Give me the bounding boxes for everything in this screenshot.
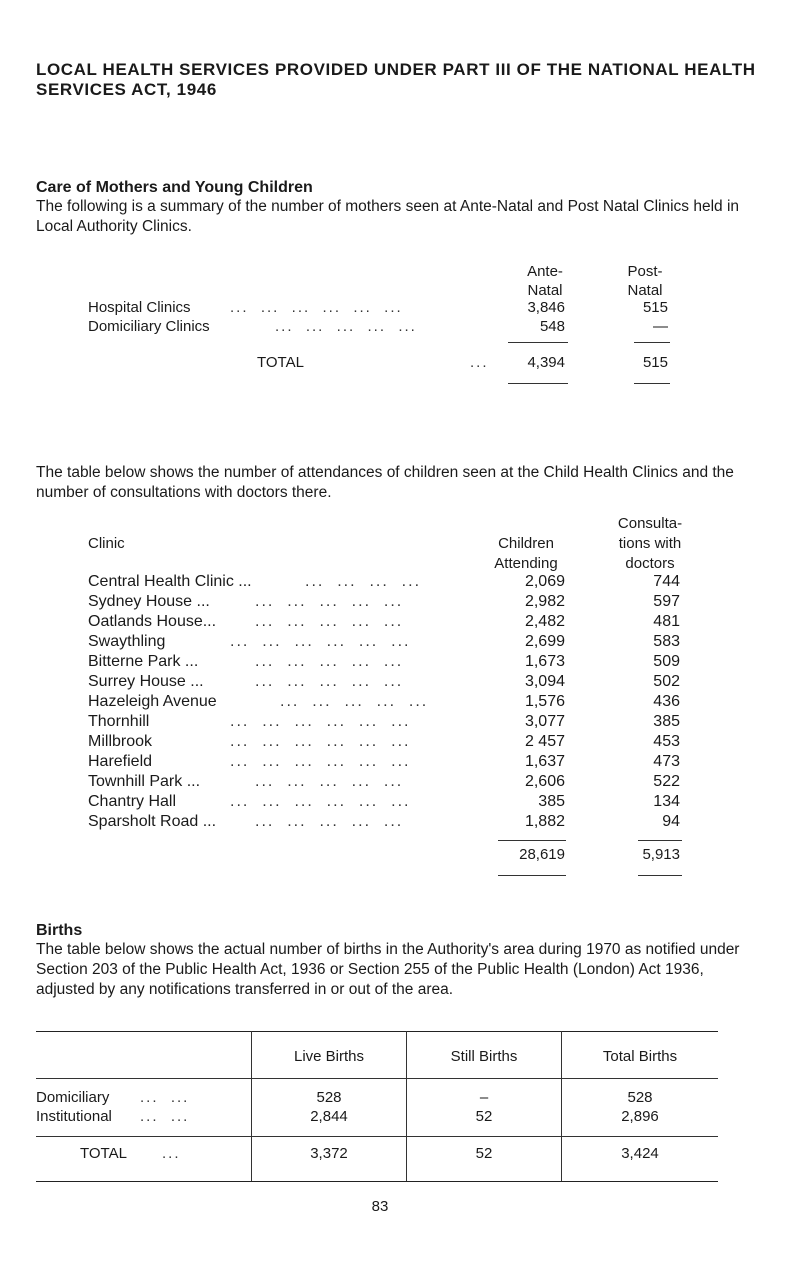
table-top-border	[36, 1031, 718, 1032]
births-row-still: –	[479, 1089, 489, 1106]
leader-dots: ... ... ... ... ...	[255, 673, 404, 690]
total-rule	[638, 875, 682, 876]
births-row-total: 528	[627, 1089, 653, 1106]
clinic-row	[0, 813, 800, 833]
births-row-total: 2,896	[621, 1108, 659, 1125]
clinic-children: 3,094	[524, 673, 565, 690]
header-rule	[36, 1078, 718, 1079]
clinics-total-consultations: 5,913	[642, 846, 680, 863]
leader-dots: ...	[162, 1145, 181, 1162]
col-clinic: Clinic	[88, 535, 125, 552]
clinic-name: Chantry Hall	[88, 793, 177, 810]
clinic-name: Central Health Clinic ...	[88, 573, 252, 590]
births-row-label: Domiciliary	[36, 1089, 110, 1106]
clinic-name: Bitterne Park ...	[88, 653, 199, 670]
sum-rule	[638, 840, 682, 841]
clinic-consultations: 522	[653, 773, 680, 790]
clinic-name: Swaythling	[88, 633, 166, 650]
col-live-births: Live Births	[293, 1048, 365, 1065]
leader-dots: ... ... ... ... ...	[275, 318, 417, 335]
mothers-total-ante: 4,394	[527, 354, 565, 371]
births-total-total: 3,424	[621, 1145, 659, 1162]
clinic-children: 385	[538, 793, 565, 810]
col-children-line2: Attending	[494, 555, 558, 572]
mothers-row-post: 515	[642, 299, 668, 316]
births-total-still: 52	[475, 1145, 493, 1162]
clinic-consultations: 481	[653, 613, 680, 630]
births-row-label: Institutional	[36, 1108, 112, 1125]
clinic-row	[0, 673, 800, 693]
clinic-name: Hazeleigh Avenue	[88, 693, 217, 710]
col-total-births: Total Births	[602, 1048, 678, 1065]
clinic-name: Townhill Park ...	[88, 773, 201, 790]
leader-dots: ... ... ... ... ...	[280, 693, 429, 710]
clinic-row	[0, 593, 800, 613]
clinic-name: Sparsholt Road ...	[88, 813, 217, 830]
leader-dots: ... ... ... ... ...	[255, 773, 404, 790]
clinic-children: 2,482	[524, 613, 565, 630]
clinic-row	[0, 733, 800, 753]
sum-rule	[508, 342, 568, 343]
births-row-live: 2,844	[310, 1108, 348, 1125]
leader-dots: ... ... ... ... ... ...	[230, 753, 411, 770]
mothers-heading: Care of Mothers and Young Children	[36, 179, 313, 196]
clinic-name: Millbrook	[88, 733, 153, 750]
clinic-row	[0, 653, 800, 673]
clinic-name: Oatlands House...	[88, 613, 217, 630]
leader-dots: ... ... ... ... ... ...	[230, 713, 411, 730]
mothers-total-post: 515	[642, 354, 668, 371]
clinic-consultations: 436	[653, 693, 680, 710]
leader-dots: ... ... ... ... ... ...	[230, 793, 411, 810]
total-row-rule	[36, 1136, 718, 1137]
mothers-intro: The following is a summary of the number of mothers seen at Ante-Natal and Post Natal Clinics held in Local Authority Clinics.	[36, 198, 740, 235]
page-number: 83	[371, 1198, 389, 1215]
clinic-children: 2,982	[524, 593, 565, 610]
mothers-total-label: TOTAL	[257, 354, 304, 371]
clinic-children: 1,882	[524, 813, 565, 830]
clinic-consultations: 597	[653, 593, 680, 610]
clinic-consultations: 502	[653, 673, 680, 690]
mothers-row-label: Domiciliary Clinics	[88, 318, 210, 335]
clinic-children: 2,069	[524, 573, 565, 590]
clinic-name: Surrey House ...	[88, 673, 204, 690]
clinic-row	[0, 793, 800, 813]
sum-rule	[634, 342, 670, 343]
col-ante-line1: Ante-	[527, 263, 563, 280]
births-row-still: 52	[475, 1108, 493, 1125]
births-row-live: 528	[316, 1089, 342, 1106]
mothers-row-ante: 548	[539, 318, 565, 335]
births-heading: Births	[36, 922, 83, 939]
clinic-consultations: 385	[653, 713, 680, 730]
clinics-intro: The table below shows the number of attendances of children seen at the Child Health Clinics and the number of consultations with doctors there.	[36, 464, 734, 501]
clinic-consultations: 453	[653, 733, 680, 750]
page-title: LOCAL HEALTH SERVICES PROVIDED UNDER PART III OF THE NATIONAL HEALTH SERVICES ACT, 1946	[36, 60, 756, 99]
clinic-name: Sydney House ...	[88, 593, 210, 610]
clinic-consultations: 744	[653, 573, 680, 590]
col-post-line2: Natal	[627, 282, 663, 299]
clinic-consultations: 473	[653, 753, 680, 770]
clinic-children: 1,673	[524, 653, 565, 670]
clinic-children: 1,637	[524, 753, 565, 770]
total-rule	[634, 383, 670, 384]
leader-dots: ... ... ... ... ...	[255, 613, 404, 630]
leader-dots: ...	[470, 354, 489, 371]
col-consult-line1: Consulta-	[617, 515, 683, 532]
col-consult-line3: doctors	[625, 555, 675, 572]
mothers-row-label: Hospital Clinics	[88, 299, 191, 316]
leader-dots: ... ... ... ... ... ...	[230, 733, 411, 750]
clinic-consultations: 509	[653, 653, 680, 670]
leader-dots: ... ... ... ... ...	[255, 813, 404, 830]
clinic-name: Harefield	[88, 753, 153, 770]
col-consult-line2: tions with	[618, 535, 682, 552]
clinic-children: 3,077	[524, 713, 565, 730]
mothers-row-ante: 3,846	[527, 299, 565, 316]
clinic-row	[0, 573, 800, 593]
leader-dots: ... ... ... ... ... ...	[230, 633, 411, 650]
births-total-live: 3,372	[310, 1145, 348, 1162]
leader-dots: ... ...	[140, 1089, 190, 1106]
col-post-line1: Post-	[627, 263, 663, 280]
clinic-consultations: 94	[662, 813, 680, 830]
clinic-children: 2,699	[524, 633, 565, 650]
leader-dots: ... ...	[140, 1108, 190, 1125]
clinic-row	[0, 773, 800, 793]
clinic-row	[0, 753, 800, 773]
clinic-name: Thornhill	[88, 713, 150, 730]
clinic-row	[0, 713, 800, 733]
col-ante-line2: Natal	[527, 282, 563, 299]
births-total-label: TOTAL	[80, 1145, 127, 1162]
clinic-row	[0, 693, 800, 713]
clinic-consultations: 134	[653, 793, 680, 810]
col-still-births: Still Births	[450, 1048, 518, 1065]
leader-dots: ... ... ... ... ... ...	[230, 299, 403, 316]
mothers-row-post: —	[653, 318, 668, 335]
clinic-children: 1,576	[524, 693, 565, 710]
clinic-children: 2,606	[524, 773, 565, 790]
clinic-row	[0, 633, 800, 653]
col-children-line1: Children	[498, 535, 554, 552]
leader-dots: ... ... ... ... ...	[255, 653, 404, 670]
table-bottom-border	[36, 1181, 718, 1182]
clinic-consultations: 583	[653, 633, 680, 650]
clinics-total-children: 28,619	[519, 846, 565, 863]
sum-rule	[498, 840, 566, 841]
births-intro: The table below shows the actual number of births in the Authority's area during 1970 as notified under Section 203 of the Public Health Act, 1936 or Section 255 of the Public Health (London) Act 1936, adjusted by any notifications transferred in or out of the area.	[36, 941, 740, 998]
leader-dots: ... ... ... ...	[305, 573, 422, 590]
total-rule	[498, 875, 566, 876]
clinic-row	[0, 613, 800, 633]
leader-dots: ... ... ... ... ...	[255, 593, 404, 610]
total-rule	[508, 383, 568, 384]
clinic-children: 2 457	[524, 733, 565, 750]
